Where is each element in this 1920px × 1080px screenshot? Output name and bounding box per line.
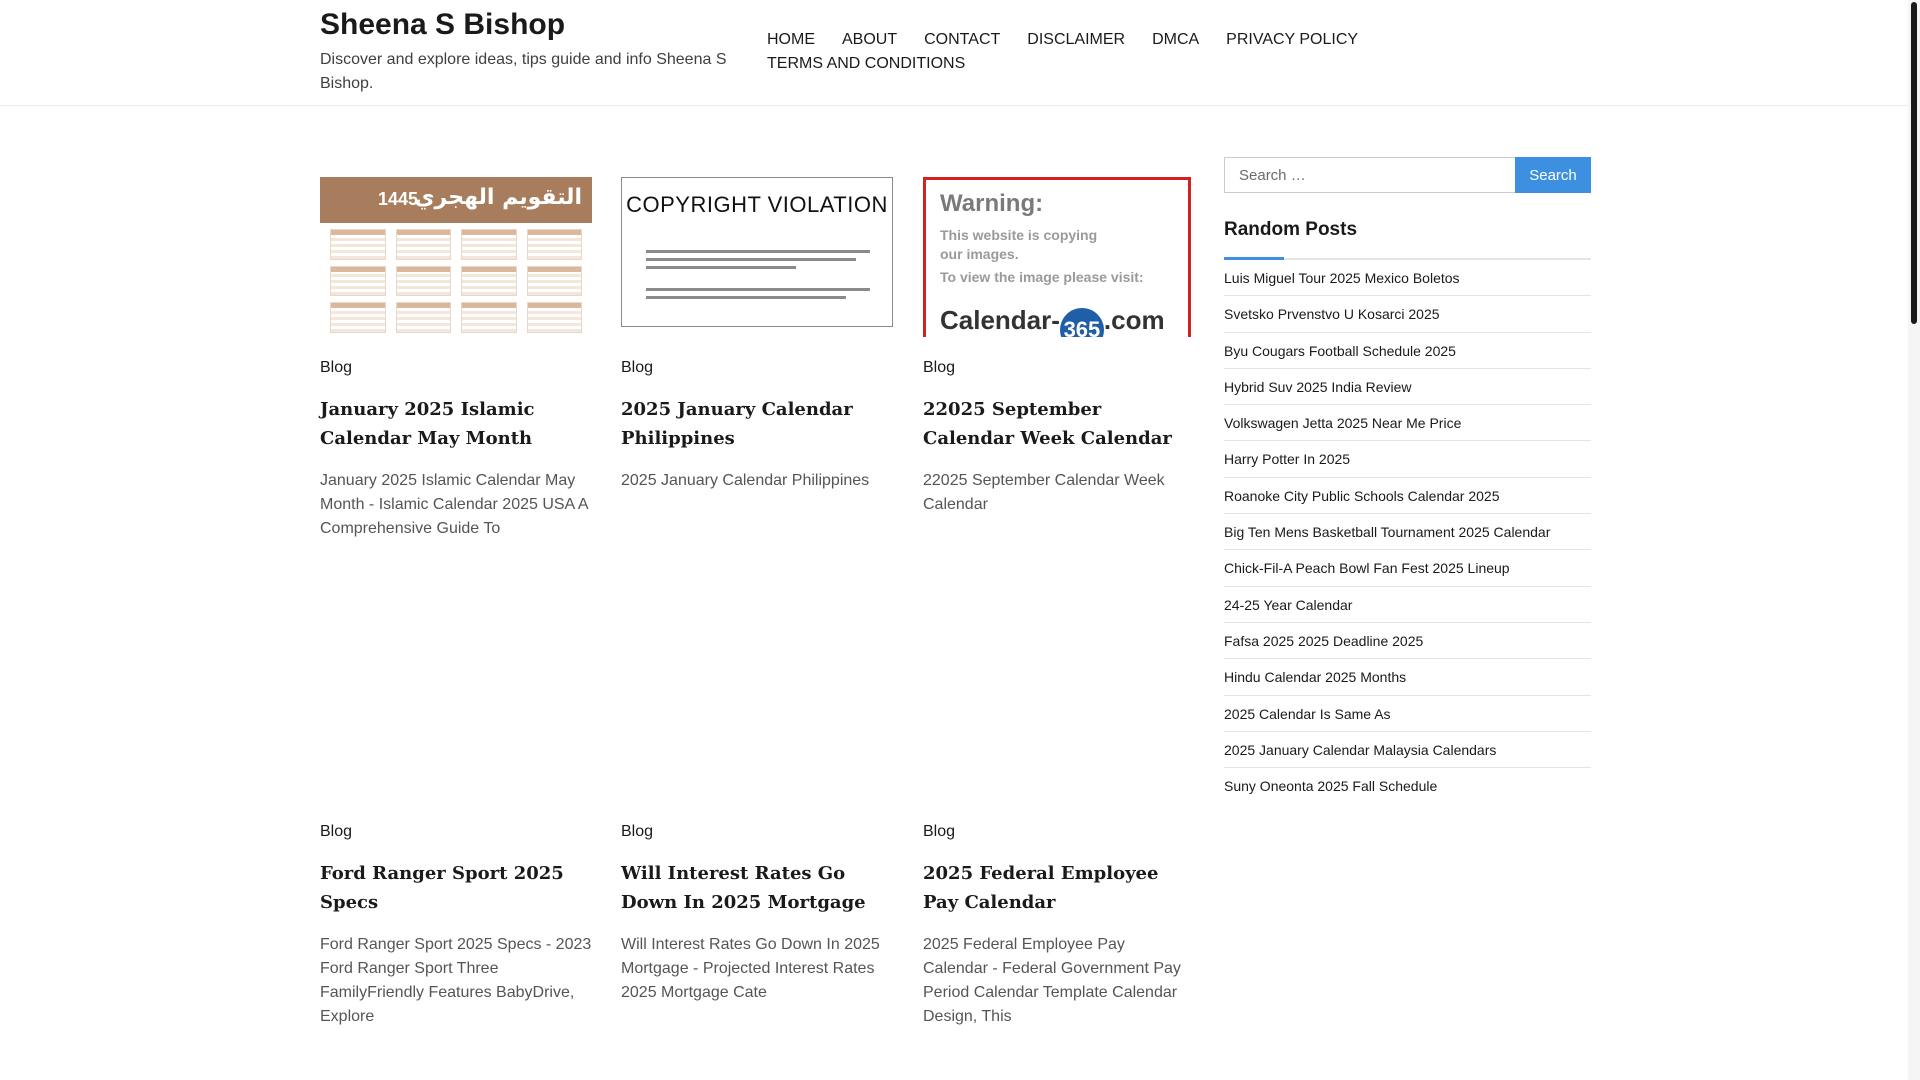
post-category[interactable]: Blog: [621, 359, 654, 376]
post-excerpt: 22025 September Calendar Week Calendar: [923, 472, 1165, 513]
post-card: [923, 823, 1191, 1029]
thumb-logo: Calendar- 365 .com: [940, 305, 1165, 337]
thumb-year: 1445: [378, 189, 419, 209]
post-thumbnail[interactable]: [923, 177, 1191, 337]
list-item[interactable]: Roanoke City Public Schools Calendar 2025: [1224, 478, 1591, 514]
list-item[interactable]: 24-25 Year Calendar: [1224, 587, 1591, 623]
nav-privacy-policy[interactable]: PRIVACY POLICY: [1226, 31, 1359, 48]
post-category[interactable]: Blog: [621, 823, 654, 840]
post-excerpt: Ford Ranger Sport 2025 Specs - 2023 Ford Ranger Sport Three FamilyFriendly Features BabyDrive, Explore: [320, 936, 592, 1025]
list-item[interactable]: 2025 January Calendar Malaysia Calendars: [1224, 732, 1591, 768]
list-item[interactable]: Svetsko Prvenstvo U Kosarci 2025: [1224, 296, 1591, 332]
thumb-text: This website is copying our images. To view the image please visit:: [940, 227, 1144, 285]
post-card: [621, 177, 893, 493]
list-item[interactable]: Harry Potter In 2025: [1224, 441, 1591, 477]
post-title[interactable]: Ford Ranger Sport 2025 Specs: [320, 863, 564, 913]
site-title[interactable]: Sheena S Bishop: [320, 8, 566, 41]
random-posts-list: [1224, 260, 1591, 804]
list-item[interactable]: Hindu Calendar 2025 Months: [1224, 659, 1591, 695]
post-category[interactable]: Blog: [320, 359, 353, 376]
post-thumbnail[interactable]: [320, 177, 592, 337]
nav-terms-and-conditions[interactable]: TERMS AND CONDITIONS: [767, 55, 966, 72]
post-excerpt: 2025 January Calendar Philippines: [621, 472, 870, 489]
thumb-calendar-grid: [330, 229, 582, 333]
search-input[interactable]: [1224, 157, 1515, 193]
thumb-heading: Warning:: [940, 190, 1044, 217]
search-form: [1224, 157, 1591, 193]
list-item[interactable]: Big Ten Mens Basketball Tournament 2025 Calendar: [1224, 514, 1591, 550]
post-excerpt: Will Interest Rates Go Down In 2025 Mortgage - Projected Interest Rates 2025 Mortgage Cate: [621, 936, 880, 1001]
post-card: [621, 823, 893, 1005]
nav-home[interactable]: HOME: [767, 31, 815, 48]
post-category[interactable]: Blog: [320, 823, 353, 840]
post-title[interactable]: Will Interest Rates Go Down In 2025 Mortgage: [621, 863, 866, 913]
main-nav: [767, 28, 1407, 76]
post-excerpt: January 2025 Islamic Calendar May Month - Islamic Calendar 2025 USA A Comprehensive Guide To: [320, 472, 588, 537]
list-item[interactable]: Volkswagen Jetta 2025 Near Me Price: [1224, 405, 1591, 441]
post-title[interactable]: January 2025 Islamic Calendar May Month: [320, 399, 535, 449]
post-title[interactable]: 2025 January Calendar Philippines: [621, 399, 853, 449]
post-thumbnail[interactable]: [621, 177, 893, 327]
widget-divider: [1224, 258, 1591, 260]
scrollbar-thumb[interactable]: [1911, 2, 1917, 324]
site-description: Discover and explore ideas, tips guide and info Sheena S Bishop.: [320, 51, 727, 92]
post-category[interactable]: Blog: [923, 359, 956, 376]
widget-title: Random Posts: [1224, 219, 1358, 240]
post-card: [320, 823, 592, 1029]
post-card: [320, 177, 592, 541]
post-excerpt: 2025 Federal Employee Pay Calendar - Federal Government Pay Period Calendar Template Calendar Design, This: [923, 936, 1181, 1025]
sidebar: [1224, 157, 1591, 804]
nav-disclaimer[interactable]: DISCLAIMER: [1027, 31, 1126, 48]
nav-contact[interactable]: CONTACT: [924, 31, 1001, 48]
thumb-heading: التقويم الهجري: [414, 185, 582, 210]
list-item[interactable]: Chick-Fil-A Peach Bowl Fan Fest 2025 Lineup: [1224, 550, 1591, 586]
nav-about[interactable]: ABOUT: [842, 31, 898, 48]
list-item[interactable]: Luis Miguel Tour 2025 Mexico Boletos: [1224, 260, 1591, 296]
list-item[interactable]: Hybrid Suv 2025 India Review: [1224, 369, 1591, 405]
page-scrollbar[interactable]: [1908, 0, 1920, 1080]
list-item[interactable]: Byu Cougars Football Schedule 2025: [1224, 333, 1591, 369]
post-title[interactable]: 22025 September Calendar Week Calendar: [923, 399, 1172, 449]
post-category[interactable]: Blog: [923, 823, 956, 840]
list-item[interactable]: Fafsa 2025 2025 Deadline 2025: [1224, 623, 1591, 659]
thumb-banner: [320, 177, 592, 223]
nav-dmca[interactable]: DMCA: [1152, 31, 1200, 48]
thumb-heading: COPYRIGHT VIOLATION: [626, 192, 888, 217]
post-title[interactable]: 2025 Federal Employee Pay Calendar: [923, 863, 1159, 913]
list-item[interactable]: 2025 Calendar Is Same As: [1224, 696, 1591, 732]
list-item[interactable]: Suny Oneonta 2025 Fall Schedule: [1224, 778, 1438, 795]
post-card: [923, 177, 1191, 517]
search-button[interactable]: Search: [1515, 157, 1591, 193]
site-header: [0, 0, 1908, 106]
